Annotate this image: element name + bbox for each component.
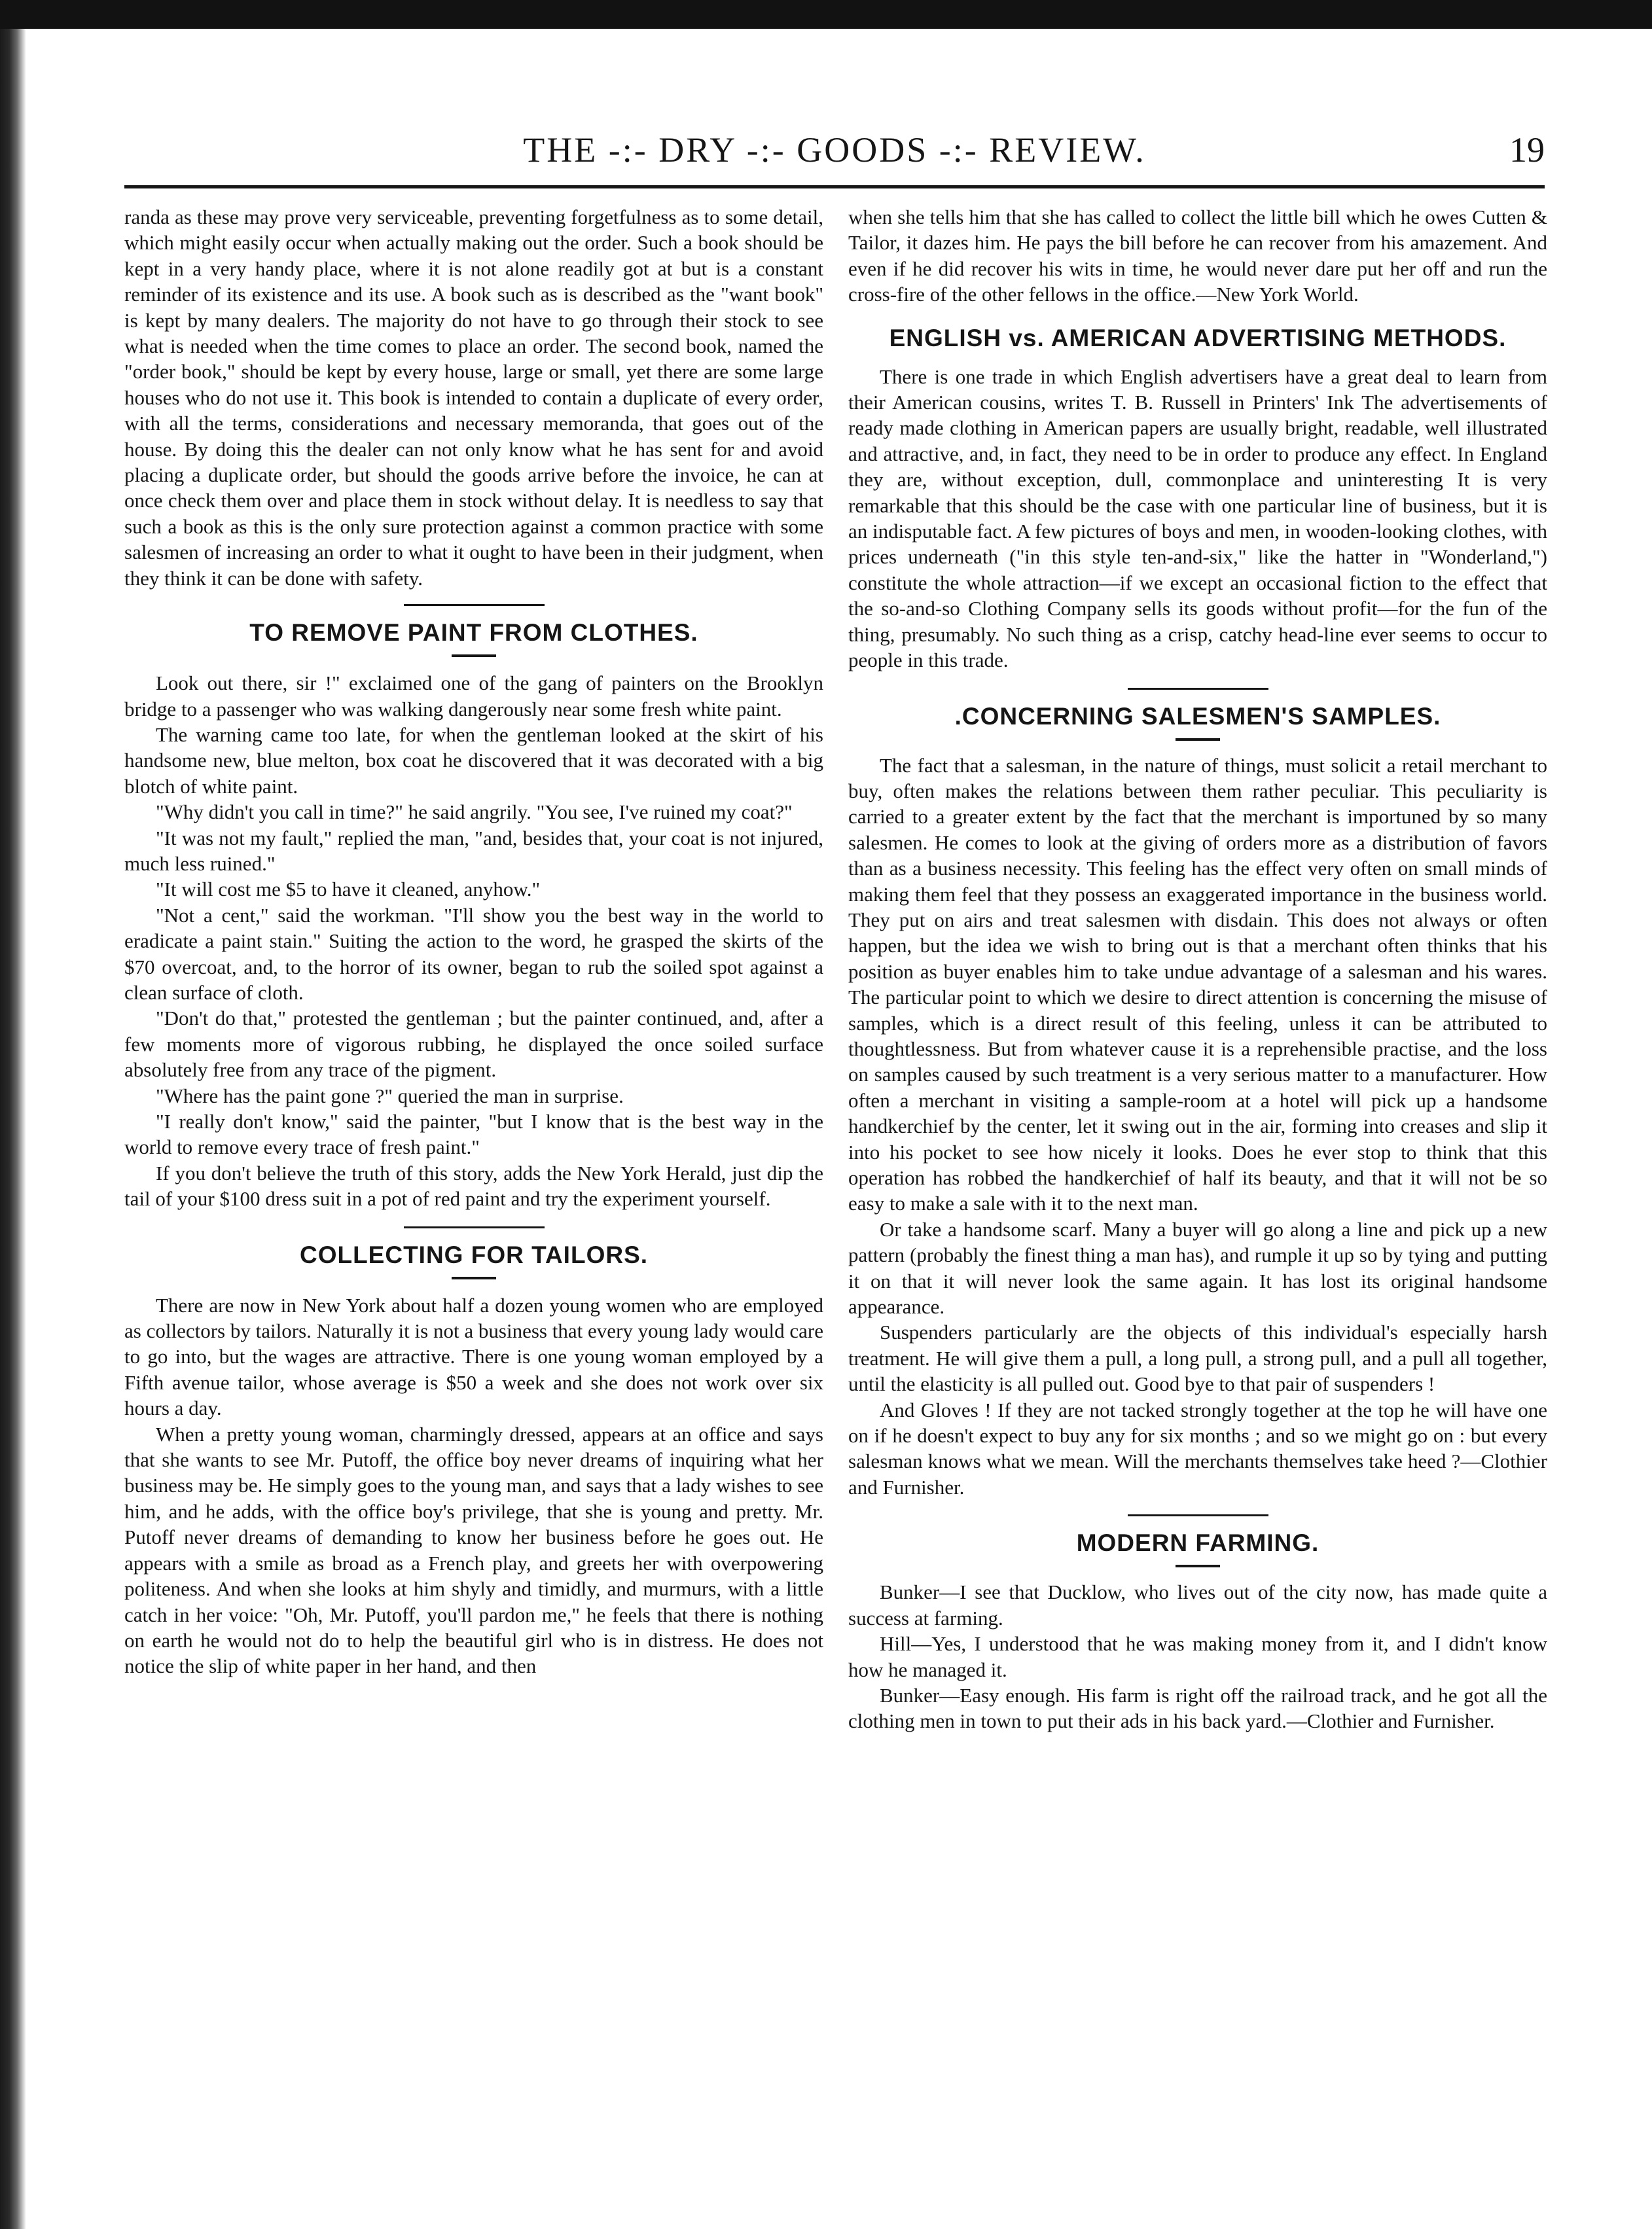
- page-number: 19: [1509, 130, 1545, 169]
- section-heading: [124, 604, 823, 657]
- paragraph: "It will cost me $5 to have it cleaned, anyhow.": [156, 878, 541, 901]
- paragraph: Hill—Yes, I understood that he was making money from it, and I didn't know how he managed it.: [848, 1632, 1547, 1681]
- paragraph: "Why didn't you call in time?" he said angrily. "You see, I've ruined my coat?": [156, 800, 793, 824]
- scan-left-edge: [0, 29, 26, 2229]
- section-heading: [124, 1226, 823, 1279]
- article-advertising-methods: [848, 364, 1547, 673]
- paragraph: Bunker—I see that Ducklow, who lives out of the city now, has made quite a success at farming.: [848, 1580, 1547, 1630]
- article-continuation: randa as these may prove very serviceable, preventing forgetfulness as to some detail, which might easily occur when actually making out the order. Such a book should be kept in a very handy place, where it is not alone readily got at but is a constant reminder of its existence and its use. A book such as is described as the "want book" is kept by many dealers. The majority do not have to go through their stock to see what is needed when the time comes to place an order. The second book, named the "order book," should be kept by every house, large or small, yet there are some large houses who do not use it. This book is intended to contain a duplicate of every order, with all the terms, considerations and necessary memoranda, that goes out of the house. By doing this the dealer can not only know what he has sent for and avoid placing a duplicate order, but should the goods arrive before the invoice, he can at once check them over and place them in stock without delay. It is needless to say that such a book as this is the only sure protection against a common practice with some salesmen of increasing an order to what it ought to have been in their judgment, when they think it can be done with safety.: [124, 205, 823, 590]
- paragraph: "Don't do that," protested the gentleman ; but the painter continued, and, after a few moments more of vigorous rubbing, he displayed the once soiled surface absolutely free from any trace of the pigment.: [124, 1007, 823, 1082]
- paragraph: Or take a handsome scarf. Many a buyer will go along a line and pick up a new pattern (probably the finest thing a man has), and rumple it up so by tying and putting it on that it will never look the same again. It has lost its original handsome appearance.: [848, 1217, 1547, 1319]
- paragraph: "It was not my fault," replied the man, "and, besides that, your coat is not injured, much less ruined.": [124, 826, 823, 875]
- heading-underline: [1176, 1565, 1220, 1567]
- article-salesmens-samples: [848, 753, 1547, 1501]
- left-column: [124, 204, 823, 1679]
- paragraph: The fact that a salesman, in the nature of things, must solicit a retail merchant to buy, often makes the relations between them rather peculiar. This peculiarity is carried to a greater extent by the fact that the merchant is importuned by so many salesmen. He comes to look at the giving of orders more as a distribution of favors than as a business necessity. This feeling has the effect very often on small minds of making them feel that they possess an exaggerated importance in the business world. They put on airs and treat salesmen with disdain. This does not always or often happen, but the idea we wish to bring out is that a merchant often thinks that his position as buyer enables him to take undue advantage of a salesman and his wares. The particular point to which we desire to direct attention is concerning the misuse of samples, which is a direct result of this feeling, unless it can be attributed to thoughtlessness. But from whatever cause it is a reprehensible practise, and the loss on samples caused by such treatment is a very serious matter to a manufacturer. How often a merchant in visiting a sample-room at a hotel will pick up a handsome handkerchief by the center, let it swing out in the air, forming into creases and slip it into his pocket to see how nicely it looks. Does he ever stop to think that this operation has robbed the handkerchief of half its beauty, and that it will not be so easy to make a sale with it to the next man.: [848, 753, 1547, 1215]
- section-divider: [1128, 1514, 1268, 1516]
- paragraph: There are now in New York about half a dozen young women who are employed as collectors by tailors. Naturally it is not a business that every young lady would care to go into, but the wages are attractive. There is one young woman employed by a Fifth avenue tailor, whose average is $50 a week and she does not work over six hours a day.: [124, 1293, 823, 1420]
- section-divider: [404, 1226, 545, 1228]
- masthead-title: THE -:- DRY -:- GOODS -:- REVIEW.: [523, 130, 1146, 169]
- paragraph: Look out there, sir !" exclaimed one of the gang of painters on the Brooklyn bridge to a passenger who was walking dangerously near some fresh white paint.: [124, 671, 823, 721]
- section-divider: [1128, 688, 1268, 690]
- heading-collecting-for-tailors: COLLECTING FOR TAILORS.: [299, 1241, 649, 1268]
- section-heading: [848, 322, 1547, 355]
- paragraph: "I really don't know," said the painter, "but I know that is the best way in the world to remove every trace of fresh paint.": [124, 1110, 823, 1159]
- heading-modern-farming: MODERN FARMING.: [1076, 1529, 1320, 1557]
- heading-underline: [1176, 738, 1220, 741]
- paragraph: And Gloves ! If they are not tacked strongly together at the top he will have one on if he doesn't expect to buy any for six months ; and so we might go on : but every salesman knows what we mean. Will the merchants themselves take heed ?—Clothier and Furnisher.: [848, 1398, 1547, 1499]
- heading-underline: [452, 1277, 496, 1279]
- section-divider: [404, 604, 545, 606]
- paragraph: The warning came too late, for when the gentleman looked at the skirt of his handsome new, blue melton, box coat he discovered that it was decorated with a big blotch of white paint.: [124, 722, 823, 798]
- scan-top-border: [0, 0, 1652, 29]
- article-collecting-for-tailors: [124, 1293, 823, 1679]
- article-remove-paint: [124, 670, 823, 1212]
- section-heading: [848, 1514, 1547, 1567]
- paragraph: "Where has the paint gone ?" queried the man in surprise.: [156, 1084, 624, 1107]
- paragraph: "Not a cent," said the workman. "I'll show you the best way in the world to eradicate a paint stain." Suiting the action to the word, he grasped the skirts of the $70 overcoat, and, to the horror of its owner, began to rub the soiled spot against a clean surface of cloth.: [124, 903, 823, 1004]
- heading-underline: [452, 654, 496, 657]
- paragraph: Bunker—Easy enough. His farm is right off the railroad track, and he got all the clothing men in town to put their ads in his back yard.—Clothier and Furnisher.: [848, 1683, 1547, 1733]
- article-continuation: when she tells him that she has called to collect the little bill which he owes Cutten & Tailor, it dazes him. He pays the bill before he can recover from his amazement. And even if he did recover his wits in time, he would never dare put her off and run the cross-fire of the other fellows in the office.—New York World.: [848, 205, 1547, 306]
- paragraph: If you don't believe the truth of this story, adds the New York Herald, just dip the tail of your $100 dress suit in a pot of red paint and try the experiment yourself.: [124, 1161, 823, 1211]
- paragraph: There is one trade in which English advertisers have a great deal to learn from their American cousins, writes T. B. Russell in Printers' Ink The advertisements of ready made clothing in American papers are usually bright, readable, well illustrated and attractive, and, in fact, they need to be in order to produce any effect. In England they are, without exception, dull, commonplace and uninteresting It is very remarkable that this should be the case with one particular line of business, but it is an indisputable fact. A few pictures of boys and men, in wooden-looking clothes, with prices underneath ("in this style ten-and-six," like the hatter in "Wonderland,") constitute the whole attraction—if we except an occasional fiction to the effect that the so-and-so Clothing Company sells its goods without profit—for the fun of the thing, presumably. No such thing as a crisp, catchy head-line ever seems to occur to people in this trade.: [848, 365, 1547, 672]
- article-modern-farming: [848, 1579, 1547, 1734]
- right-column: [848, 204, 1547, 1734]
- section-heading: [848, 688, 1547, 741]
- page-header: [124, 130, 1545, 182]
- header-rule: [124, 185, 1545, 188]
- heading-salesmens-samples: .CONCERNING SALESMEN'S SAMPLES.: [954, 702, 1441, 730]
- heading-remove-paint: TO REMOVE PAINT FROM CLOTHES.: [249, 619, 698, 647]
- paragraph: Suspenders particularly are the objects of this individual's especially harsh treatment. He will give them a pull, a long pull, a strong pull, and a pull all together, until the elasticity is all pulled out. Good bye to that pair of suspenders !: [848, 1321, 1547, 1396]
- paragraph: When a pretty young woman, charmingly dressed, appears at an office and says that she wants to see Mr. Putoff, the office boy never dreams of inquiring what her business may be. He simply goes to the young man, and says that a lady wishes to see him, and he adds, with the office boy's privilege, that she is young and pretty. Mr. Putoff never dreams of demanding to know her business before he goes out. He appears with a smile as broad as a French play, and greets her with overpowering politeness. And when she looks at him shyly and timidly, and murmurs, with a little catch in her voice: "Oh, Mr. Putoff, you'll pardon me," he feels that there is nothing on earth he would not do to help the beautiful girl who is in distress. He does not notice the slip of white paper in her hand, and then: [124, 1422, 823, 1678]
- heading-english-vs-american: ENGLISH vs. AMERICAN ADVERTISING METHODS.: [889, 324, 1507, 351]
